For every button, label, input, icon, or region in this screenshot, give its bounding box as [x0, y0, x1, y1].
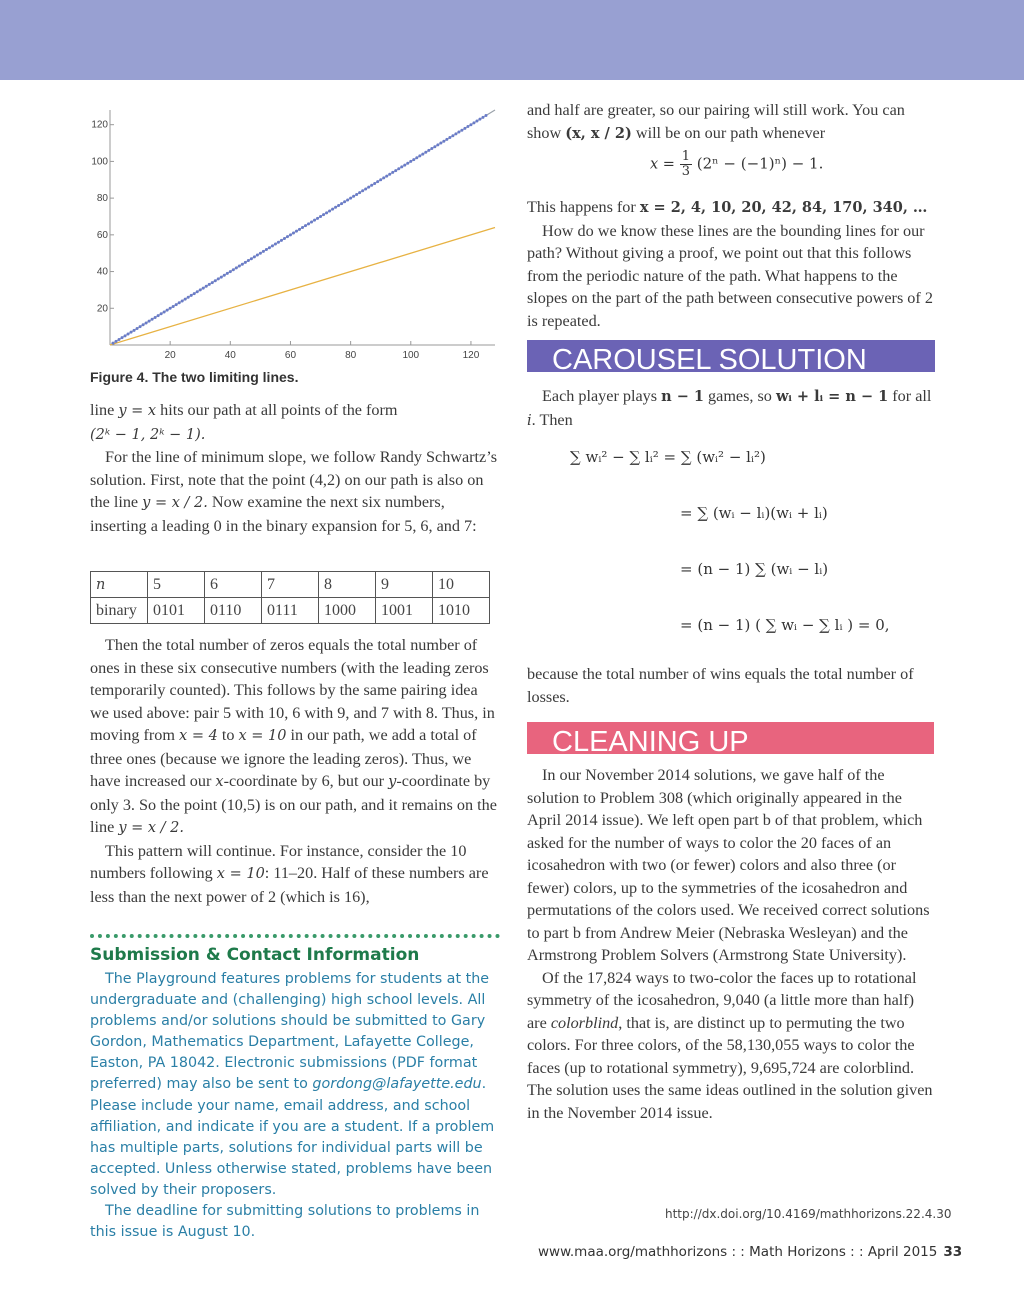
path-point — [295, 230, 298, 233]
path-point — [397, 167, 400, 170]
paragraph-happens-for: This happens for x = 2, 4, 10, 20, 42, 84, 170, 340, … — [527, 198, 928, 216]
page-footer — [538, 1244, 962, 1260]
paragraph-bounding-lines: How do we know these lines are the bounding lines for our path? Without giving a proof, we point out that this follows from the periodic nature of the path. What happens to the slopes on the part of the path between consecutive powers of 2 is repeated. — [527, 221, 933, 330]
path-point — [367, 186, 370, 189]
table-cell: 10 — [433, 572, 490, 598]
equation-line-3: = (n − 1) ∑ (wᵢ − lᵢ) — [680, 560, 829, 578]
path-point — [475, 120, 478, 123]
path-point — [379, 178, 382, 181]
path-point — [469, 123, 472, 126]
path-point — [382, 176, 385, 179]
equation-line-4: = (n − 1) ( ∑ wᵢ − ∑ lᵢ ) = 0, — [680, 616, 890, 634]
path-point — [277, 241, 280, 244]
path-point — [217, 277, 220, 280]
table-cell: 1001 — [376, 598, 433, 624]
table-row — [91, 572, 490, 598]
path-point — [118, 338, 121, 341]
submission-title: Submission & Contact Information — [90, 945, 420, 965]
path-point — [466, 125, 469, 128]
path-point — [121, 336, 124, 339]
equation-x-formula — [650, 150, 823, 179]
path-point — [136, 327, 139, 330]
path-point — [421, 153, 424, 156]
x-tick-label: 60 — [284, 350, 297, 361]
path-point — [229, 270, 232, 273]
binary-table — [90, 571, 490, 624]
path-point — [478, 118, 481, 121]
path-point — [223, 274, 226, 277]
path-point — [349, 197, 352, 200]
path-point — [190, 294, 193, 297]
equation-line-2: = ∑ (wᵢ − lᵢ)(wᵢ + lᵢ) — [680, 504, 828, 522]
table-cell: 8 — [319, 572, 376, 598]
left-column-lower — [90, 634, 500, 908]
path-point — [484, 114, 487, 117]
equation-line-1: ∑ wᵢ² − ∑ lᵢ² = ∑ (wᵢ² − lᵢ²) — [570, 448, 766, 466]
path-point — [451, 134, 454, 137]
equation-lhs: x = — [650, 156, 675, 173]
path-point — [271, 244, 274, 247]
path-point — [205, 285, 208, 288]
doi-link[interactable]: http://dx.doi.org/10.4169/mathhorizons.22.4.30 — [665, 1207, 952, 1221]
path-point — [154, 316, 157, 319]
path-point — [325, 211, 328, 214]
path-point — [454, 132, 457, 135]
y-tick-label: 60 — [96, 229, 108, 241]
y-tick-label: 40 — [96, 266, 108, 278]
path-point — [220, 276, 223, 279]
header-banner — [0, 0, 1024, 80]
y-tick-label: 20 — [96, 303, 108, 315]
path-point — [247, 259, 250, 262]
path-point — [226, 272, 229, 275]
path-point — [292, 232, 295, 235]
path-point — [334, 206, 337, 209]
paragraph-pattern: This pattern will continue. For instance, consider the 10 numbers following x = 10: 11–20. Half of these numbers are less than the next power of 2 (which is 16), — [90, 841, 489, 906]
path-point — [460, 129, 463, 132]
table-cell: 1010 — [433, 598, 490, 624]
table-cell: 9 — [376, 572, 433, 598]
path-point — [370, 184, 373, 187]
path-point — [361, 189, 364, 192]
path-point — [448, 136, 451, 139]
cleaning-up-body — [527, 764, 935, 1124]
path-point — [256, 254, 259, 257]
table-cell: 5 — [148, 572, 205, 598]
path-point — [307, 222, 310, 225]
x-tick-label: 80 — [345, 350, 357, 361]
path-point — [166, 309, 169, 312]
path-point — [187, 296, 190, 299]
path-point — [160, 312, 163, 315]
path-point — [400, 165, 403, 168]
path-point — [211, 281, 214, 284]
table-cell: 0110 — [205, 598, 262, 624]
path-point — [178, 301, 181, 304]
right-column-top — [527, 99, 935, 145]
submission-deadline: The deadline for submitting solutions to problems in this issue is August 10. — [90, 1203, 480, 1241]
fraction-one-third: $\frac{1}{3}$ — [681, 149, 690, 179]
y-tick-label: 100 — [91, 156, 108, 168]
path-point — [313, 219, 316, 222]
path-point — [358, 191, 361, 194]
path-point — [253, 255, 256, 258]
path-point — [238, 265, 241, 268]
page-number: 33 — [943, 1244, 963, 1260]
path-point — [442, 140, 445, 143]
path-point — [250, 257, 253, 260]
path-point — [151, 318, 154, 321]
cleaning-up-heading: CLEANING UP — [527, 722, 934, 754]
path-point — [364, 187, 367, 190]
paragraph-november-solutions: In our November 2014 solutions, we gave half of the solution to Problem 308 (which originally appeared in the April 2014 issue). We left open part b of that problem, which asked for the number of ways to color the 20 faces of an icosahedron with two (or fewer) colors and also three (or fewer) colors, up to the symmetries of the icosahedron and permutations of the colors used. We received correct solutions to part b from Andrew Meier (Nebraska Wesleyan) and the Armstrong Problem Solvers (Armstrong State University). — [527, 766, 930, 964]
path-point — [127, 332, 130, 335]
path-point — [274, 243, 277, 246]
footer-text: www.maa.org/mathhorizons : : Math Horizons : : April 2015 — [538, 1244, 938, 1260]
path-point — [199, 288, 202, 291]
path-point — [265, 248, 268, 251]
path-point — [286, 235, 289, 238]
x-tick-label: 120 — [462, 350, 480, 361]
paragraph-minimum-slope: For the line of minimum slope, we follow Randy Schwartz’s solution. First, note that the point (4,2) on our path is also on the line y = x / 2. Now examine the next six numbers, inserting a leading 0 in the binary expansion for 5, 6, and 7: — [90, 448, 498, 535]
path-point — [148, 320, 151, 323]
path-point — [373, 182, 376, 185]
path-point — [463, 127, 466, 130]
path-point — [430, 147, 433, 150]
path-point — [172, 305, 175, 308]
path-point — [130, 331, 133, 334]
path-point — [418, 154, 421, 157]
path-point — [310, 220, 313, 223]
path-point — [457, 131, 460, 134]
path-point — [232, 268, 235, 271]
path-point — [301, 226, 304, 229]
line-y-equals-half-x — [110, 228, 495, 346]
path-point — [304, 224, 307, 227]
path-point — [319, 215, 322, 218]
path-point — [235, 266, 238, 269]
x-tick-label: 100 — [402, 350, 420, 361]
path-point — [259, 252, 262, 255]
path-point — [184, 298, 187, 301]
path-point — [352, 195, 355, 198]
paragraph-colorblind: Of the 17,824 ways to two-color the faces up to rotational symmetry of the icosahedron, 9,040 (a little more than half) are colorblind, that is, are distinct up to permuting the two colors. For three colors, of the 58,130,055 ways to color the faces (up to rotational symmetry), 9,695,724 are colorblind. The solution uses the same ideas outlined in the solution given in the November 2014 issue. — [527, 968, 933, 1122]
paragraph-wins-losses: because the total number of wins equals the total number of losses. — [527, 665, 914, 706]
x-tick-label: 20 — [164, 350, 176, 361]
path-point — [115, 340, 118, 343]
table-cell: 0101 — [148, 598, 205, 624]
equation-rhs: (2ⁿ − (−1)ⁿ) − 1. — [696, 154, 824, 173]
path-point — [376, 180, 379, 183]
submission-body — [90, 969, 502, 1243]
dotted-divider — [90, 934, 500, 938]
path-point — [181, 299, 184, 302]
y-tick-label: 80 — [96, 193, 108, 205]
figure-4-chart — [85, 105, 505, 363]
table-cell: 0111 — [262, 598, 319, 624]
path-point — [472, 121, 475, 124]
path-point — [337, 204, 340, 207]
paragraph-zeros-ones: Then the total number of zeros equals the total number of ones in these six consecutive numbers (with the leading zeros temporarily counted). This follows by the same pairing idea we used above: pair 5 with 10, 6 with 9, and 7 with 8. Thus, in moving from x = 4 to x = 10 in our path, we add a total of three ones (because we ignore the leading zeros). Thus, we have increased our x-coordinate by 6, but our y-coordinate by only 3. So the point (10,5) is on our path, and it remains on the line y = x / 2. — [90, 636, 497, 836]
path-point — [214, 279, 217, 282]
path-point — [133, 329, 136, 332]
path-point — [439, 142, 442, 145]
path-point — [316, 217, 319, 220]
path-point — [481, 116, 484, 119]
path-point — [427, 149, 430, 152]
table-row — [91, 598, 490, 624]
table-cell: n — [91, 572, 148, 598]
path-point — [208, 283, 211, 286]
table-cell: 6 — [205, 572, 262, 598]
table-cell: binary — [91, 598, 148, 624]
carousel-conclusion — [527, 663, 935, 708]
paragraph-pairing: and half are greater, so our pairing will still work. You can show (x, x / 2) will be on our path whenever — [527, 101, 905, 142]
path-point — [124, 334, 127, 337]
path-point — [112, 342, 115, 345]
path-point — [409, 160, 412, 163]
carousel-intro — [527, 385, 935, 432]
paragraph-each-player: Each player plays n − 1 games, so wᵢ + lᵢ = n − 1 for all i. Then — [527, 387, 932, 429]
y-tick-label: 120 — [91, 119, 108, 131]
path-point — [394, 169, 397, 172]
path-point — [385, 175, 388, 178]
path-point — [391, 171, 394, 174]
path-point — [322, 213, 325, 216]
path-point — [328, 209, 331, 212]
path-point — [343, 200, 346, 203]
path-point — [346, 198, 349, 201]
path-point — [163, 310, 166, 313]
path-point — [268, 246, 271, 249]
path-point — [196, 290, 199, 293]
path-point — [355, 193, 358, 196]
path-point — [241, 263, 244, 266]
path-point — [289, 233, 292, 236]
path-point — [169, 307, 172, 310]
left-column-upper — [90, 399, 502, 537]
path-point — [145, 321, 148, 324]
path-point — [433, 145, 436, 148]
right-column-mid — [527, 196, 935, 332]
path-point — [193, 292, 196, 295]
path-point — [445, 138, 448, 141]
table-cell: 1000 — [319, 598, 376, 624]
x-tick-label: 40 — [224, 350, 236, 361]
carousel-solution-heading: CAROUSEL SOLUTION — [527, 340, 935, 372]
path-point — [283, 237, 286, 240]
path-point — [139, 325, 142, 328]
path-point — [403, 164, 406, 167]
path-point — [340, 202, 343, 205]
paragraph-line-y-equals-x: line y = x hits our path at all points of the form (2ᵏ − 1, 2ᵏ − 1). — [90, 401, 398, 443]
path-point — [388, 173, 391, 176]
path-point — [406, 162, 409, 165]
email-link[interactable]: gordong@lafayette.edu — [312, 1076, 482, 1093]
path-point — [202, 287, 205, 290]
figure-caption: Figure 4. The two limiting lines. — [90, 369, 299, 385]
path-point — [415, 156, 418, 159]
path-point — [262, 250, 265, 253]
path-point — [142, 323, 145, 326]
table-cell: 7 — [262, 572, 319, 598]
path-point — [436, 143, 439, 146]
path-point — [424, 151, 427, 154]
path-point — [298, 228, 301, 231]
path-point — [157, 314, 160, 317]
submission-paragraph: The Playground features problems for students at the undergraduate and (challenging) high school levels. All problems and/or solutions should be submitted to Gary Gordon, Mathematics Department, Lafayette College, Easton, PA 18042. Electronic submissions (PDF format preferred) may also be sent to gordong@lafayette.edu. Please include your name, email address, and school affiliation, and indicate if you are a student. If a problem has multiple parts, solutions for individual parts will be accepted. Unless otherwise stated, problems have been solved by their proposers. — [90, 971, 495, 1198]
path-point — [280, 239, 283, 242]
path-point — [412, 158, 415, 161]
path-point — [175, 303, 178, 306]
path-point — [331, 208, 334, 211]
path-point — [244, 261, 247, 264]
